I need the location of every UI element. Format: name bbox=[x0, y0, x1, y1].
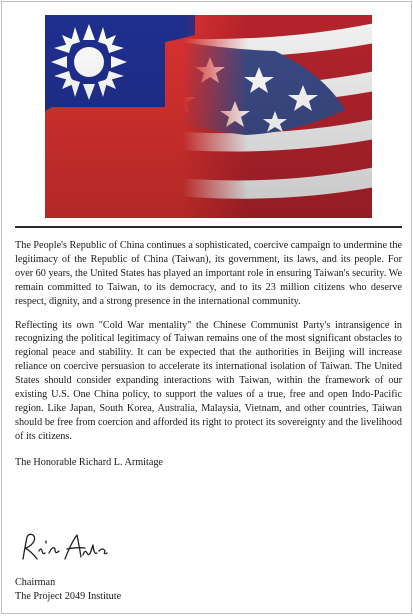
organization-name: The Project 2049 Institute bbox=[15, 591, 122, 602]
flags-illustration bbox=[45, 15, 372, 218]
signatory-name: The Honorable Richard L. Armitage bbox=[15, 456, 163, 468]
handwritten-signature bbox=[15, 529, 115, 567]
signatory-title: Chairman bbox=[15, 577, 56, 588]
signature-block bbox=[15, 576, 121, 604]
letter-body bbox=[15, 239, 402, 480]
paragraph-1: The People's Republic of China continues a sophisticated, coercive campaign to undermine the legitimacy of the Republic of China (Taiwan), its government, its laws, and its people. For over 60 years, the United States has played an important role in ensuring Taiwan's security. We remain committed to Taiwan, to its democracy, and to its 23 million citizens who deserve respect, dignity, and a strong presence in the international community. bbox=[15, 240, 402, 307]
divider-rule bbox=[15, 226, 402, 228]
flags-image bbox=[45, 15, 372, 218]
letter-page bbox=[1, 1, 412, 614]
paragraph-2: Reflecting its own "Cold War mentality" the Chinese Communist Party's intransigence in recognizing the political legitimacy of Taiwan remains one of the most significant obstacles to regional peace and stability. It can be expected that the authorities in Beijing will increase reliance on coercive persuasion to accelerate its international isolation of Taiwan. The United States should consider expanding interactions with Taiwan, within the framework of our existing U.S. One China policy, to support the values of a true, free and open Indo-Pacific region. Like Japan, South Korea, Australia, Malaysia, Vietnam, and other countries, Taiwan should be free from coercion and afforded its right to protect its sovereignty and the livelihood of its citizens. bbox=[15, 319, 402, 442]
